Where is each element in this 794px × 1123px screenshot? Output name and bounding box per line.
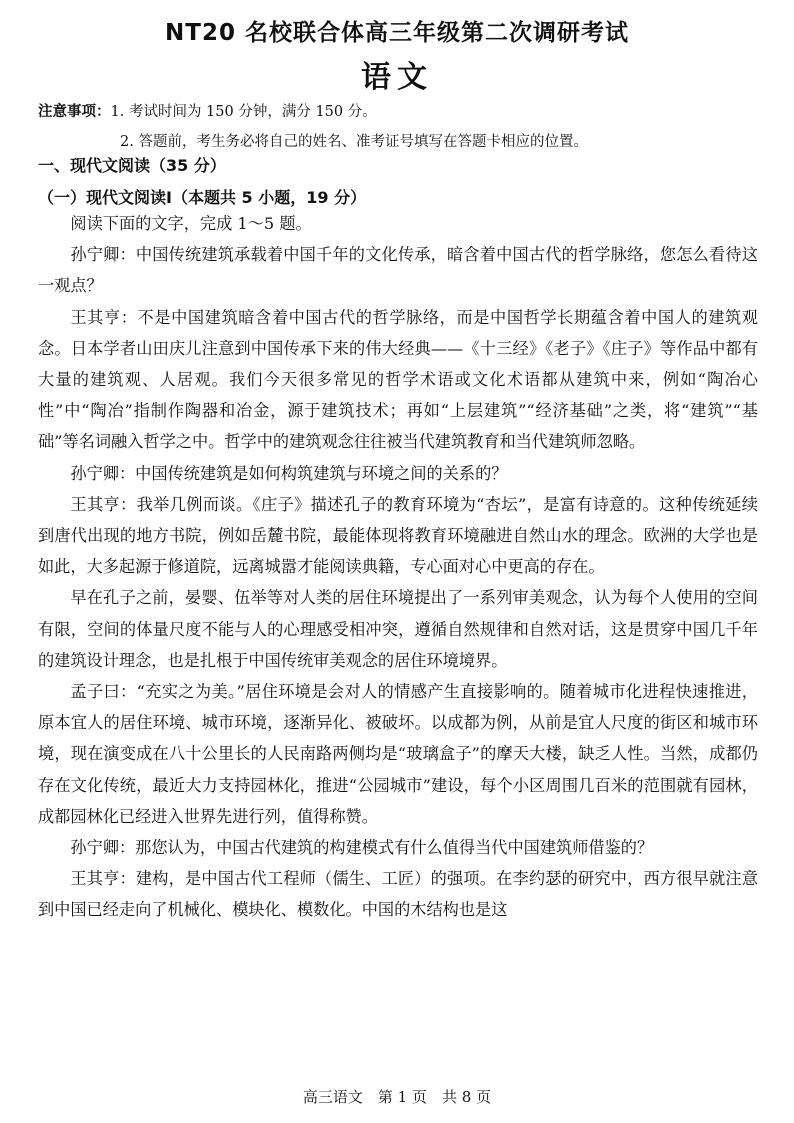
exam-notes	[38, 97, 768, 157]
notes-label: 注意事项：	[38, 104, 111, 120]
paragraph: 阅读下面的文字，完成 1～5 题。	[70, 214, 312, 233]
notes-item-2: 2. 答题前，考生务必将自己的姓名、准考证号填写在答题卡相应的位置。	[120, 134, 588, 150]
section-heading: 一、现代文阅读（35 分）	[38, 156, 226, 175]
paragraph: 孙宁卿：中国传统建筑承载着中国千年的文化传承，暗含着中国古代的哲学脉络，您怎么看待这一观点？	[38, 245, 758, 296]
subject-title: 语文	[361, 60, 433, 95]
paragraph: 王其亨：建构，是中国古代工程师（儒生、工匠）的强项。在李约瑟的研究中，西方很早就注意到中国已经走向了机械化、模块化、模数化。中国的木结构也是这	[38, 869, 758, 920]
reading-passage	[38, 208, 758, 926]
notes-line-1	[38, 97, 768, 127]
paragraph: 王其亨：不是中国建筑暗含着中国古代的哲学脉络，而是中国哲学长期蕴含着中国人的建筑观念。日本学者山田庆儿注意到中国传承下来的伟大经典——《十三经》《老子》《庄子》等作品中都有大量的建筑观、人居观。我们今天很多常见的哲学术语或文化术语都从建筑中来，例如“陶冶心性”中“陶冶”指制作陶器和冶金，源于建筑技术；再如“上层建筑”“经济基础”之类，将“建筑”“基础”等名词融入哲学之中。哲学中的建筑观念往往被当代建筑教育和当代建筑师忽略。	[38, 307, 758, 452]
paragraph: 孟子曰：“充实之为美。”居住环境是会对人的情感产生直接影响的。随着城市化进程快速推进，原本宜人的居住环境、城市环境，逐渐异化、被破坏。以成都为例，从前是宜人尺度的街区和城市环境，现在演变成在八十公里长的人民南路两侧均是“玻璃盒子”的摩天大楼，缺乏人性。当然，成都仍存在文化传统，最近大力支持园林化，推进“公园城市”建设，每个小区周围几百米的范围就有园林，成都园林化已经进入世界先进行列，值得称赞。	[38, 682, 758, 826]
paragraph: 王其亨：我举几例而谈。《庄子》描述孔子的教育环境为“杏坛”，是富有诗意的。这种传统延续到唐代出现的地方书院，例如岳麓书院，最能体现将教育环境融进自然山水的理念。欧洲的大学也是如此，大多起源于修道院，远离城嚣才能阅读典籍，专心面对心中更高的存在。	[38, 494, 758, 577]
paragraph: 早在孔子之前，晏婴、伍举等对人类的居住环境提出了一系列审美观念，认为每个人使用的空间有限，空间的体量尺度不能与人的心理感受相冲突，遵循自然规律和自然对话，这是贯穿中国几千年的建筑设计理念，也是扎根于中国传统审美观念的居住环境境界。	[38, 588, 758, 670]
page-footer: 高三语文 第 1 页 共 8 页	[302, 1088, 492, 1106]
paragraph: 孙宁卿：中国传统建筑是如何构筑建筑与环境之间的关系的？	[70, 463, 508, 483]
exam-title: NT20 名校联合体高三年级第二次调研考试	[165, 20, 629, 46]
notes-item-1: 1. 考试时间为 150 分钟，满分 150 分。	[110, 104, 377, 120]
paragraph: 孙宁卿：那您认为，中国古代建筑的构建模式有什么值得当代中国建筑师借鉴的？	[70, 838, 654, 858]
subsection-heading: （一）现代文阅读Ⅰ（本题共 5 小题，19 分）	[38, 188, 367, 207]
